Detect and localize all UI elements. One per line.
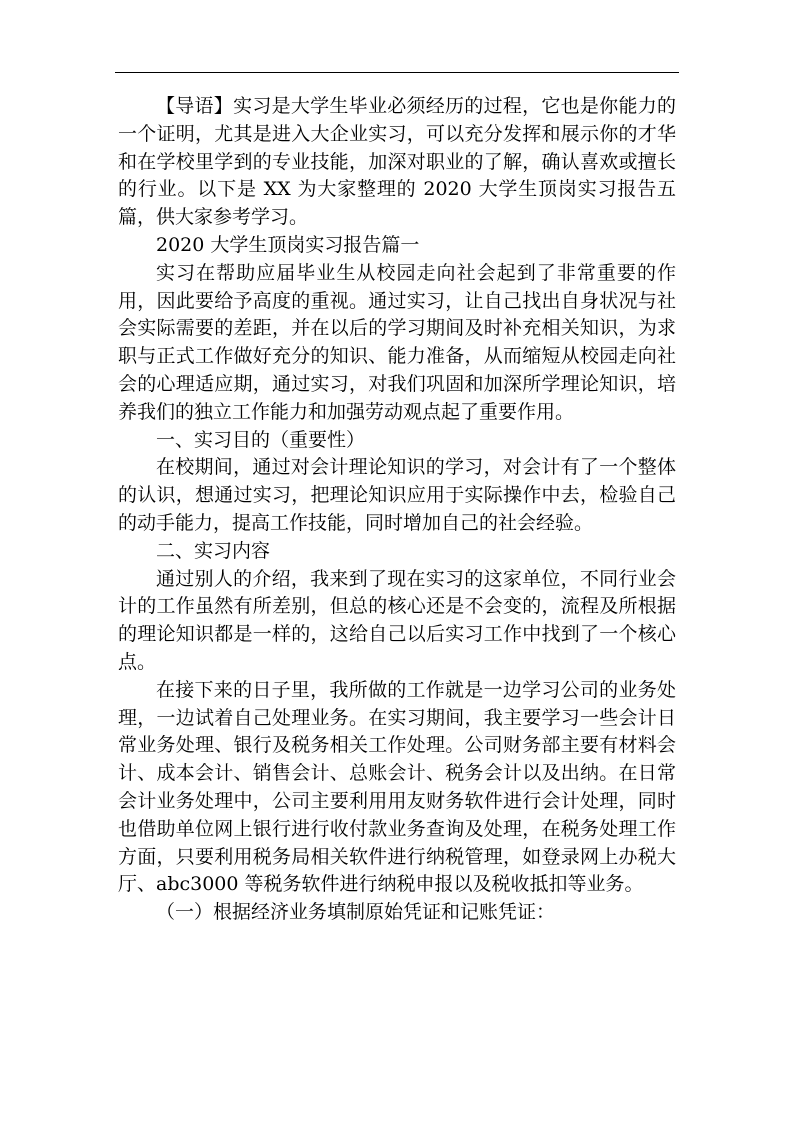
section-heading-purpose: 一、实习目的（重要性） bbox=[156, 428, 366, 451]
report-title: 2020 大学生顶岗实习报告篇一 bbox=[156, 233, 420, 256]
document-body bbox=[118, 93, 676, 927]
body-paragraph: 在校期间，通过对会计理论知识的学习，对会计有了一个整体的认识，想通过实习，把理论知识应用于实际操作中去，检验自己的动手能力，提高工作技能，同时增加自己的社会经验。 bbox=[118, 456, 676, 534]
subsection-heading: （一）根据经济业务填制原始凭证和记账凭证： bbox=[156, 901, 556, 924]
body-paragraph: 实习在帮助应届毕业生从校园走向社会起到了非常重要的作用，因此要给予高度的重视。通过实习，让自己找出自身状况与社会实际需要的差距，并在以后的学习期间及时补充相关知识，为求职与正式工作做好充分的知识、能力准备，从而缩短从校园走向社会的心理适应期，通过实习，对我们巩固和加深所学理论知识，培养我们的独立工作能力和加强劳动观点起了重要作用。 bbox=[118, 261, 676, 423]
body-paragraph: 通过别人的介绍，我来到了现在实习的这家单位，不同行业会计的工作虽然有所差别，但总的核心还是不会变的，流程及所根据的理论知识都是一样的，这给自己以后实习工作中找到了一个核心点。 bbox=[118, 567, 676, 673]
body-paragraph: 在接下来的日子里，我所做的工作就是一边学习公司的业务处理，一边试着自己处理业务。在实习期间，我主要学习一些会计日常业务处理、银行及税务相关工作处理。公司财务部主要有材料会计、成本会计、销售会计、总账会计、税务会计以及出纳。在日常会计业务处理中，公司主要利用用友财务软件进行会计处理，同时也借助单位网上银行进行收付款业务查询及处理，在税务处理工作方面，只要利用税务局相关软件进行纳税管理，如登录网上办税大厅、abc3000 等税务软件进行纳税申报以及税收抵扣等业务。 bbox=[118, 678, 676, 896]
section-heading-content: 二、实习内容 bbox=[156, 539, 271, 562]
header-rule bbox=[115, 72, 679, 73]
intro-paragraph: 【导语】实习是大学生毕业必须经历的过程，它也是你能力的一个证明，尤其是进入大企业实习，可以充分发挥和展示你的才华和在学校里学到的专业技能，加深对职业的了解，确认喜欢或擅长的行业。以下是 XX 为大家整理的 2020 大学生顶岗实习报告五篇，供大家参考学习。 bbox=[118, 95, 676, 229]
